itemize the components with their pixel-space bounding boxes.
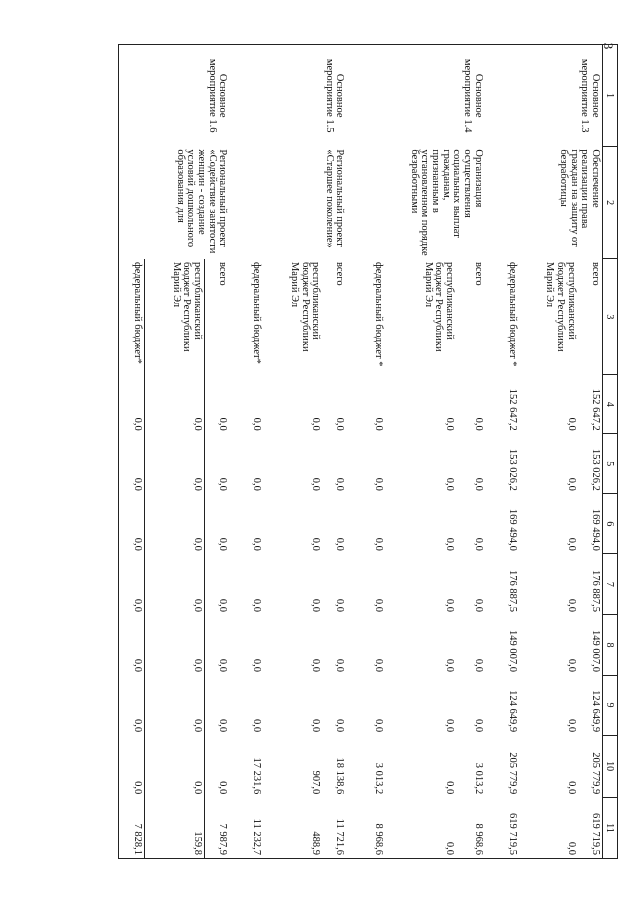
- value-cell: 0,0: [519, 797, 578, 858]
- value-cell: 0,0: [119, 375, 145, 434]
- spacer-cell: [229, 797, 239, 858]
- activity-name-cell: Региональный проект «Содействие занятости женщин - создание условий дошкольного образования для: [119, 146, 230, 259]
- value-cell: 0,0: [251, 537, 263, 551]
- spacer-cell: [229, 259, 239, 375]
- value-cell: 0,0: [472, 658, 484, 673]
- funding-source-cell: федеральный бюджет*: [119, 259, 145, 375]
- spacer-cell: [229, 45, 239, 147]
- value-cell: 0,0: [472, 598, 484, 612]
- value-cell: 0,0: [310, 477, 322, 491]
- value-cell: 0,0: [472, 718, 484, 733]
- spacer-cell: [485, 259, 495, 375]
- value-cell: 0,0: [385, 797, 456, 858]
- value-cell: 0,0: [119, 675, 145, 735]
- value-cell: 152 647,2: [590, 388, 601, 431]
- col-header: 7: [603, 554, 618, 615]
- funding-source-cell: федеральный бюджет *: [373, 261, 385, 367]
- value-cell: 205 779,9: [506, 752, 518, 795]
- spacer-row: [485, 45, 495, 859]
- value-cell: 152 647,2: [506, 388, 518, 431]
- funding-source-cell: федеральный бюджет *: [506, 261, 518, 367]
- value-cell: 7 987,9: [205, 797, 230, 858]
- funding-source-cell: республиканский бюджет Республики Марий Эл: [544, 261, 577, 352]
- value-cell: 0,0: [119, 494, 145, 554]
- value-cell: 0,0: [310, 718, 322, 733]
- spacer-cell: [229, 735, 239, 797]
- table-row: [578, 45, 603, 859]
- value-cell: 11 721,6: [322, 797, 346, 858]
- col-header: 3: [603, 259, 618, 375]
- activity-name-cell: Организация осуществления социальных выплат гражданам, признанным в установленном порядке безработными: [408, 149, 484, 256]
- value-cell: 0,0: [119, 434, 145, 494]
- spacer-cell: [229, 675, 239, 735]
- spacer-cell: [485, 45, 495, 147]
- funding-source-cell: всего: [205, 259, 230, 375]
- value-cell: 0,0: [251, 477, 263, 491]
- value-cell: 0,0: [373, 658, 385, 673]
- value-cell: 176 887,5: [590, 569, 601, 612]
- value-cell: 0,0: [373, 537, 385, 551]
- value-cell: 149 007,0: [590, 630, 601, 673]
- value-cell: 0,0: [444, 658, 456, 673]
- value-cell: 0,0: [334, 598, 346, 612]
- value-cell: 0,0: [444, 537, 456, 551]
- rotated-table-container: [118, 44, 618, 859]
- value-cell: 0,0: [334, 718, 346, 733]
- activity-name-cell: Региональный проект «Старшее поколение»: [323, 149, 346, 248]
- value-cell: 0,0: [119, 554, 145, 615]
- value-cell: 0,0: [251, 718, 263, 733]
- value-cell: 124 649,9: [590, 690, 601, 733]
- value-cell: 0,0: [565, 477, 577, 491]
- spacer-cell: [485, 554, 495, 615]
- funding-source-cell: всего: [590, 261, 601, 286]
- value-cell: 0,0: [205, 434, 230, 494]
- spacer-cell: [229, 375, 239, 434]
- value-cell: 0,0: [565, 537, 577, 551]
- value-cell: 907,0: [310, 770, 322, 795]
- spacer-cell: [346, 375, 356, 434]
- spacer-cell: [485, 615, 495, 675]
- value-cell: 0,0: [444, 781, 456, 795]
- value-cell: 0,0: [373, 718, 385, 733]
- value-cell: 619 719,5: [578, 797, 603, 858]
- value-cell: 0,0: [565, 417, 577, 431]
- activity-id-cell: Основное мероприятие 1.5: [239, 45, 346, 147]
- value-cell: 7 828,1: [119, 797, 145, 858]
- value-cell: 0,0: [444, 417, 456, 431]
- value-cell: 0,0: [444, 718, 456, 733]
- spacer-cell: [346, 45, 356, 147]
- value-cell: 0,0: [565, 718, 577, 733]
- funding-source-cell: всего: [334, 261, 346, 286]
- spacer-cell: [346, 146, 356, 259]
- spacer-cell: [229, 434, 239, 494]
- value-cell: 0,0: [373, 477, 385, 491]
- spacer-cell: [346, 259, 356, 375]
- value-cell: 0,0: [334, 477, 346, 491]
- value-cell: 0,0: [472, 477, 484, 491]
- value-cell: 0,0: [144, 675, 205, 735]
- col-header: 10: [603, 735, 618, 797]
- value-cell: 205 779,9: [590, 752, 601, 795]
- value-cell: 0,0: [444, 477, 456, 491]
- value-cell: 619 719,5: [495, 797, 519, 858]
- activity-id-cell: Основное мероприятие 1.6: [119, 45, 230, 147]
- value-cell: 8 968,6: [456, 797, 485, 858]
- col-header: 4: [603, 375, 618, 434]
- spacer-cell: [346, 797, 356, 858]
- table-body: [119, 45, 603, 859]
- value-cell: 0,0: [373, 598, 385, 612]
- value-cell: 3 013,2: [373, 762, 385, 795]
- value-cell: 0,0: [334, 537, 346, 551]
- funding-source-cell: федеральный бюджет*: [251, 261, 263, 364]
- value-cell: 0,0: [565, 781, 577, 795]
- header-row: [603, 45, 618, 859]
- value-cell: 0,0: [334, 658, 346, 673]
- spacer-cell: [485, 797, 495, 858]
- funding-source-cell: республиканский бюджет Республики Марий Эл: [144, 259, 205, 375]
- value-cell: 3 013,2: [472, 762, 484, 795]
- value-cell: 149 007,0: [506, 630, 518, 673]
- col-header: 2: [603, 146, 618, 259]
- value-cell: 153 026,2: [590, 448, 601, 491]
- col-header: 9: [603, 675, 618, 735]
- spacer-cell: [346, 554, 356, 615]
- value-cell: 0,0: [205, 375, 230, 434]
- value-cell: 0,0: [334, 417, 346, 431]
- value-cell: 0,0: [205, 494, 230, 554]
- value-cell: 0,0: [144, 434, 205, 494]
- spacer-cell: [485, 434, 495, 494]
- col-header: 8: [603, 615, 618, 675]
- value-cell: 0,0: [205, 675, 230, 735]
- value-cell: 0,0: [119, 615, 145, 675]
- spacer-cell: [229, 554, 239, 615]
- spacer-cell: [485, 735, 495, 797]
- value-cell: 0,0: [565, 658, 577, 673]
- spacer-cell: [346, 494, 356, 554]
- spacer-cell: [485, 146, 495, 259]
- activity-name-cell: Обеспечение реализации права граждан на защиту от безработицы: [557, 149, 601, 247]
- spacer-cell: [346, 735, 356, 797]
- funding-source-cell: республиканский бюджет Республики Марий Эл: [288, 261, 322, 352]
- value-cell: 0,0: [144, 615, 205, 675]
- col-header: 1: [603, 45, 618, 147]
- value-cell: 488,9: [263, 797, 322, 858]
- value-cell: 159,8: [144, 797, 205, 858]
- value-cell: 0,0: [310, 537, 322, 551]
- col-header: 11: [603, 797, 618, 858]
- value-cell: 0,0: [205, 554, 230, 615]
- table-row: [205, 45, 230, 859]
- value-cell: 8 968,6: [356, 797, 385, 858]
- col-header: 5: [603, 434, 618, 494]
- funding-source-cell: республиканский бюджет Республики Марий Эл: [422, 261, 456, 352]
- spacer-cell: [229, 494, 239, 554]
- spacer-cell: [229, 615, 239, 675]
- value-cell: 153 026,2: [506, 448, 518, 491]
- value-cell: 18 138,6: [334, 757, 346, 795]
- spacer-cell: [485, 375, 495, 434]
- value-cell: 0,0: [144, 375, 205, 434]
- value-cell: 0,0: [205, 615, 230, 675]
- spacer-cell: [346, 615, 356, 675]
- value-cell: 0,0: [472, 417, 484, 431]
- funding-source-cell: всего: [472, 261, 484, 286]
- value-cell: 0,0: [251, 598, 263, 612]
- table-row: [456, 45, 485, 859]
- value-cell: 0,0: [310, 598, 322, 612]
- activity-id-cell: Основное мероприятие 1.3: [495, 45, 603, 147]
- spacer-row: [229, 45, 239, 859]
- value-cell: 0,0: [472, 537, 484, 551]
- value-cell: 0,0: [205, 735, 230, 797]
- value-cell: 0,0: [119, 735, 145, 797]
- value-cell: 0,0: [144, 735, 205, 797]
- spacer-cell: [346, 675, 356, 735]
- value-cell: 0,0: [444, 598, 456, 612]
- value-cell: 0,0: [310, 658, 322, 673]
- value-cell: 0,0: [251, 417, 263, 431]
- spacer-cell: [229, 146, 239, 259]
- value-cell: 124 649,9: [506, 690, 518, 733]
- spacer-cell: [485, 494, 495, 554]
- spacer-row: [346, 45, 356, 859]
- value-cell: 0,0: [565, 598, 577, 612]
- value-cell: 11 232,7: [239, 797, 263, 858]
- col-header: 6: [603, 494, 618, 554]
- spacer-cell: [485, 675, 495, 735]
- value-cell: 176 887,5: [506, 569, 518, 612]
- table-row: [322, 45, 346, 859]
- value-cell: 0,0: [373, 417, 385, 431]
- activity-id-cell: Основное мероприятие 1.4: [356, 45, 485, 147]
- value-cell: 0,0: [144, 494, 205, 554]
- value-cell: 169 494,0: [506, 508, 518, 551]
- value-cell: 0,0: [251, 658, 263, 673]
- budget-table: [118, 44, 618, 859]
- value-cell: 0,0: [310, 417, 322, 431]
- value-cell: 169 494,0: [590, 508, 601, 551]
- page-number: 3: [601, 42, 616, 50]
- value-cell: 0,0: [144, 554, 205, 615]
- spacer-cell: [346, 434, 356, 494]
- value-cell: 17 231,6: [251, 757, 263, 795]
